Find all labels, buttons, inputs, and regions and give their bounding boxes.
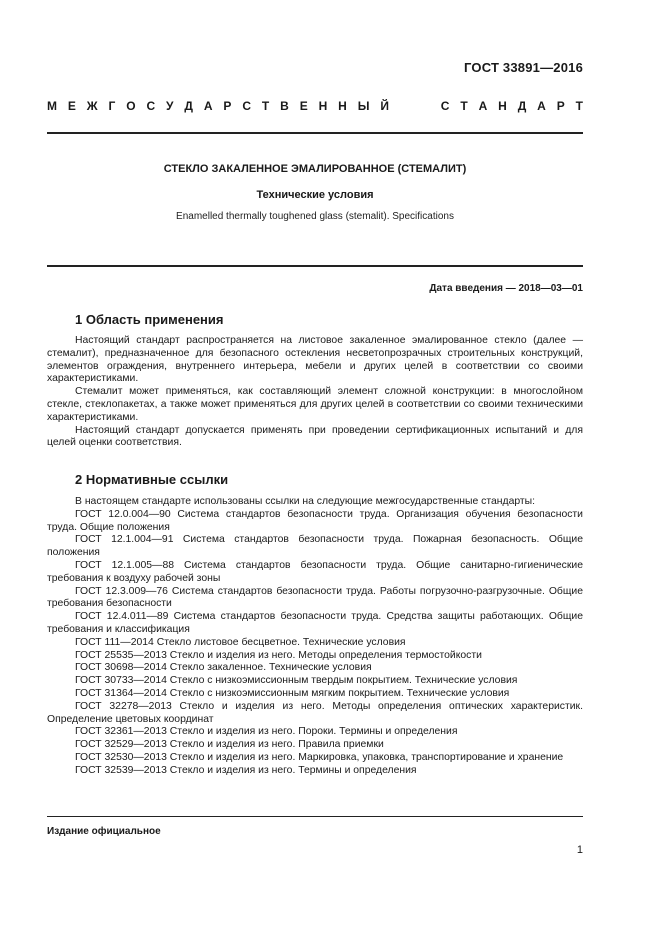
interstate-letter: Р [556,99,565,113]
interstate-letter: Т [261,99,270,113]
interstate-letter: А [537,99,546,113]
interstate-letter: Р [223,99,232,113]
header-divider [47,132,583,134]
reference-item: ГОСТ 12.4.011—89 Система стандартов безопасности труда. Средства защиты работающих. Общие требования и классификация [47,611,583,635]
title-divider [47,265,583,267]
reference-item: ГОСТ 12.3.009—76 Система стандартов безопасности труда. Работы погрузочно-разгрузочные. Общие требования безопасности [47,585,583,610]
interstate-letter: М [47,99,57,113]
interstate-letter: Н [318,99,328,113]
interstate-letter: Д [184,99,193,113]
page-number: 1 [576,844,583,856]
reference-item: ГОСТ 31364—2014 Стекло с низкоэмиссионным мягким покрытием. Технические условия [75,687,510,699]
interstate-letter: С [242,99,251,113]
interstate-letter: С [146,99,156,113]
reference-item: ГОСТ 32530—2013 Стекло и изделия из него. Маркировка, упаковка, транспортирование и хранение [75,751,564,763]
reference-item: ГОСТ 25535—2013 Стекло и изделия из него. Методы определения термостойкости [75,649,482,661]
section-1-paragraph: Настоящий стандарт допускается применять при проведении сертификационных испытаний и для целей оценки соответствия. [47,424,583,449]
reference-item: ГОСТ 32539—2013 Стекло и изделия из него. Термины и определения [75,764,417,776]
section-1-body [47,335,583,450]
section-2-heading: 2 Нормативные ссылки [75,472,229,487]
interstate-letter: Т [460,99,468,113]
interstate-letter: Т [575,99,583,113]
interstate-letter: Н [498,99,507,113]
interstate-letter: Е [299,99,308,113]
reference-item: ГОСТ 12.1.004—91 Система стандартов безопасности труда. Пожарная безопасность. Общие положения [47,534,583,559]
interstate-letter: Й [380,99,389,113]
footer-divider [47,816,583,817]
interstate-letter: У [166,99,174,113]
edition-note: Издание официальное [47,826,161,837]
document-subtitle: Технические условия [256,189,374,201]
document-number: ГОСТ 33891—2016 [464,60,583,75]
introduction-date: Дата введения — 2018—03—01 [429,283,583,294]
interstate-standard-heading [47,99,583,113]
reference-item: ГОСТ 30698—2014 Стекло закаленное. Технические условия [75,662,372,674]
interstate-letter: С [440,99,450,113]
reference-item: ГОСТ 111—2014 Стекло листовое бесцветное. Технические условия [75,636,406,648]
document-title: СТЕКЛО ЗАКАЛЕННОЕ ЭМАЛИРОВАННОЕ (СТЕМАЛИТ) [163,163,467,175]
reference-item: ГОСТ 32529—2013 Стекло и изделия из него. Правила приемки [75,739,384,751]
interstate-letter: В [280,99,289,113]
references-list [47,496,583,778]
section-1-heading: 1 Область применения [75,312,224,327]
english-title: Enamelled thermally toughened glass (stemalit). Specifications [176,211,454,222]
section-1-paragraph: Настоящий стандарт распространяется на листовое закаленное эмалированное стекло (далее — стемалит), предназначенное для безопасного остекления несветопрозрачных строительных конструкций, элементов ограждения, внутреннего интерьера, мебели и других целей в соответствии со своими характеристиками. [47,335,583,385]
reference-item: ГОСТ 32278—2013 Стекло и изделия из него. Методы определения оптических характеристик. Определение цветовых координат [47,700,583,725]
section-1-paragraph: Стемалит может применяться, как составляющий элемент сложной конструкции: в многослойном стекле, стеклопакетах, а также может применяться для других целей в соответствии со своими техническими характеристиками. [47,386,583,423]
interstate-letter: Ж [86,99,98,113]
interstate-letter: О [126,99,136,113]
references-intro: В настоящем стандарте использованы ссылки на следующие межгосударственные стандарты: [75,496,536,507]
interstate-letter: Г [108,99,116,113]
reference-item: ГОСТ 30733—2014 Стекло с низкоэмиссионным твердым покрытием. Технические условия [75,675,518,687]
interstate-letter: А [203,99,213,113]
interstate-letter [400,99,430,113]
interstate-letter: Д [517,99,527,113]
reference-item: ГОСТ 12.0.004—90 Система стандартов безопасности труда. Организация обучения безопасности труда. Общие положения [47,508,583,533]
interstate-letter: Е [67,99,76,113]
interstate-letter: Ы [357,99,370,113]
reference-item: ГОСТ 32361—2013 Стекло и изделия из него. Пороки. Термины и определения [75,726,458,738]
reference-item: ГОСТ 12.1.005—88 Система стандартов безопасности труда. Общие санитарно-гигиенические требования к воздуху рабочей зоны [47,559,583,584]
interstate-letter: Н [338,99,347,113]
interstate-letter: А [478,99,488,113]
